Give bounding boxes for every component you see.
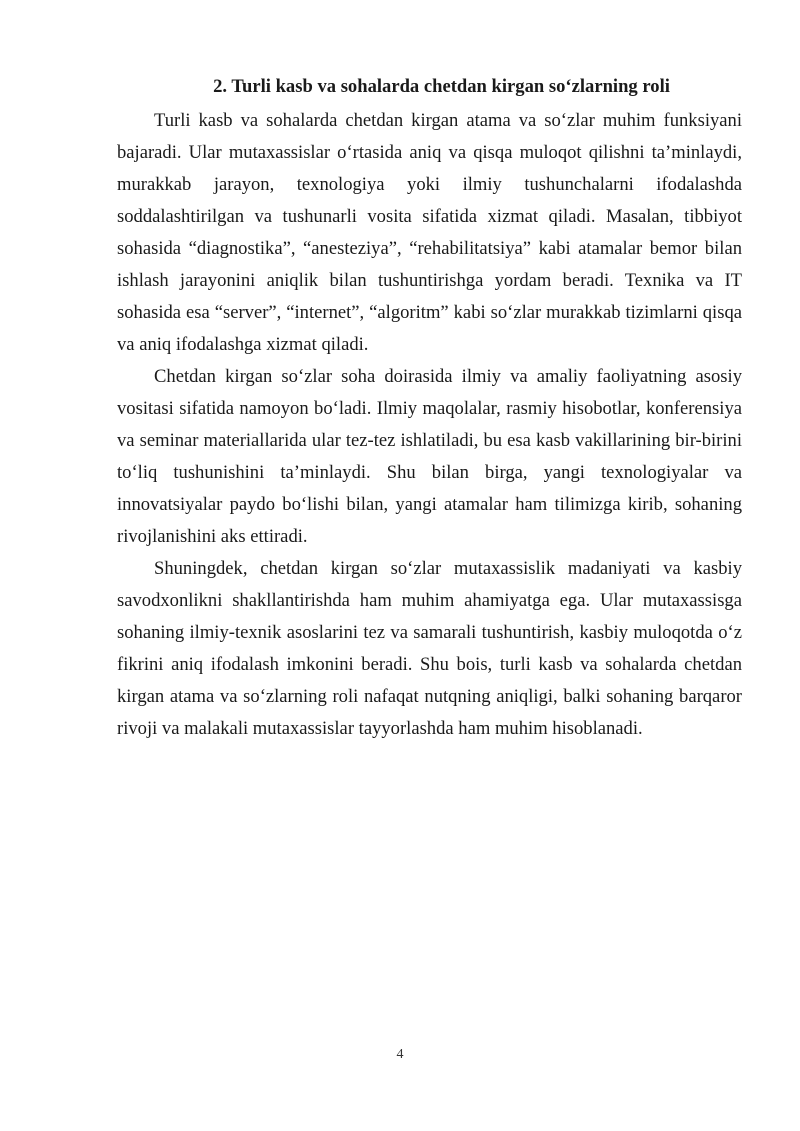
paragraph-3: Shuningdek, chetdan kirgan so‘zlar mutaxassislik madaniyati va kasbiy savodxonlikni shakllantirishda ham muhim ahamiyatga ega. Ular mutaxassisga sohaning ilmiy-texnik asoslarini tez va samarali tushuntirish, kasbiy muloqotda o‘z fikrini aniq ifodalash imkonini beradi. Shu bois, turli kasb va sohalarda chetdan kirgan atama va so‘zlarning roli nafaqat nutqning aniqligi, balki sohaning barqaror rivoji va malakali mutaxassislar tayyorlashda ham muhim hisoblanadi. [117, 558, 742, 739]
paragraph-1: Turli kasb va sohalarda chetdan kirgan atama va so‘zlar muhim funksiyani bajaradi. Ular mutaxassislar o‘rtasida aniq va qisqa muloqot qilishni ta’minlaydi, murakkab jarayon, texnologiya yoki ilmiy tushunchalarni ifodalashda soddalashtirilgan va tushunarli vosita sifatida xizmat qiladi. Masalan, tibbiyot sohasida “diagnostika”, “anesteziya”, “rehabilitatsiya” kabi atamalar bemor bilan ishlash jarayonini aniqlik bilan tushuntirishga yordam beradi. Texnika va IT sohasida esa “server”, “internet”, “algoritm” kabi so‘zlar murakkab tizimlarni qisqa va aniq ifodalashga xizmat qiladi. [117, 110, 742, 355]
document-body [117, 73, 742, 745]
paragraph-2: Chetdan kirgan so‘zlar soha doirasida ilmiy va amaliy faoliyatning asosiy vositasi sifatida namoyon bo‘ladi. Ilmiy maqolalar, rasmiy hisobotlar, konferensiya va seminar materiallarida ular tez-tez ishlatiladi, bu esa kasb vakillarining bir-birini to‘liq tushunishini ta’minlaydi. Shu bilan birga, yangi texnologiyalar va innovatsiyalar paydo bo‘lishi bilan, yangi atamalar ham tilimizga kirib, sohaning rivojlanishini aks ettiradi. [117, 366, 742, 547]
section-heading: 2. Turli kasb va sohalarda chetdan kirgan so‘zlarning roli [213, 76, 670, 97]
page-number: 4 [396, 1047, 404, 1062]
